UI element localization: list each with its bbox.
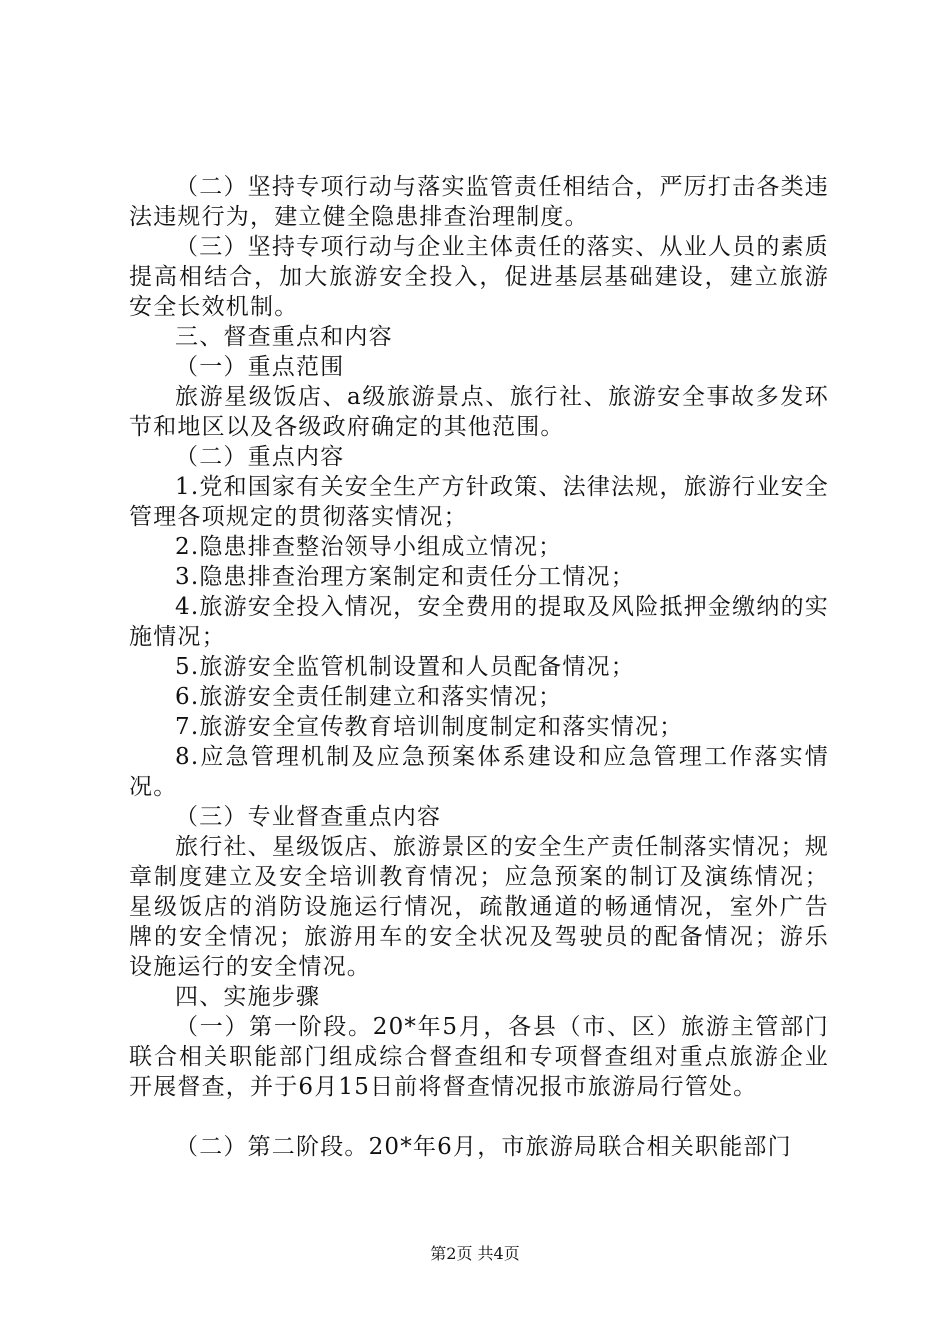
paragraph-stage-2: （二）第二阶段。20*年6月，市旅游局联合相关职能部门 <box>175 1134 792 1160</box>
paragraph-principle-2: （二）坚持专项行动与落实监管责任相结合，严厉打击各类违法违规行为，建立健全隐患排查治理制度。 <box>129 174 829 230</box>
paragraph-stage-1: （一）第一阶段。20*年5月，各县（市、区）旅游主管部门联合相关职能部门组成综合督查组和专项督查组对重点旅游企业开展督查，并于6月15日前将督查情况报市旅游局行管处。 <box>129 1014 829 1100</box>
list-item-1: 1.党和国家有关安全生产方针政策、法律法规，旅游行业安全管理各项规定的贯彻落实情况； <box>129 474 829 530</box>
list-item-2: 2.隐患排查整治领导小组成立情况； <box>175 534 563 560</box>
page-footer: 第2页 共4页 <box>430 1244 520 1263</box>
list-item-4: 4.旅游安全投入情况，安全费用的提取及风险抵押金缴纳的实施情况； <box>129 594 829 650</box>
paragraph-professional: 旅行社、星级饭店、旅游景区的安全生产责任制落实情况；规章制度建立及安全培训教育情况；应急预案的制订及演练情况；星级饭店的消防设施运行情况，疏散通道的畅通情况，室外广告牌的安全情况；旅游用车的安全状况及驾驶员的配备情况；游乐设施运行的安全情况。 <box>129 834 829 980</box>
list-item-6: 6.旅游安全责任制建立和落实情况； <box>175 684 563 710</box>
section-heading-3: 三、督查重点和内容 <box>175 324 393 350</box>
subsection-heading-content: （二）重点内容 <box>175 444 345 470</box>
section-heading-4: 四、实施步骤 <box>175 984 321 1010</box>
document-body <box>129 172 829 1162</box>
list-item-8: 8.应急管理机制及应急预案体系建设和应急管理工作落实情况。 <box>129 744 829 800</box>
subsection-heading-professional: （三）专业督查重点内容 <box>175 804 442 830</box>
paragraph-scope: 旅游星级饭店、a级旅游景点、旅行社、旅游安全事故多发环节和地区以及各级政府确定的其他范围。 <box>129 384 829 440</box>
list-item-5: 5.旅游安全监管机制设置和人员配备情况； <box>175 654 635 680</box>
paragraph-principle-3: （三）坚持专项行动与企业主体责任的落实、从业人员的素质提高相结合，加大旅游安全投入，促进基层基础建设，建立旅游安全长效机制。 <box>129 234 829 320</box>
subsection-heading-scope: （一）重点范围 <box>175 354 345 380</box>
list-item-3: 3.隐患排查治理方案制定和责任分工情况； <box>175 564 635 590</box>
list-item-7: 7.旅游安全宣传教育培训制度制定和落实情况； <box>175 714 684 740</box>
